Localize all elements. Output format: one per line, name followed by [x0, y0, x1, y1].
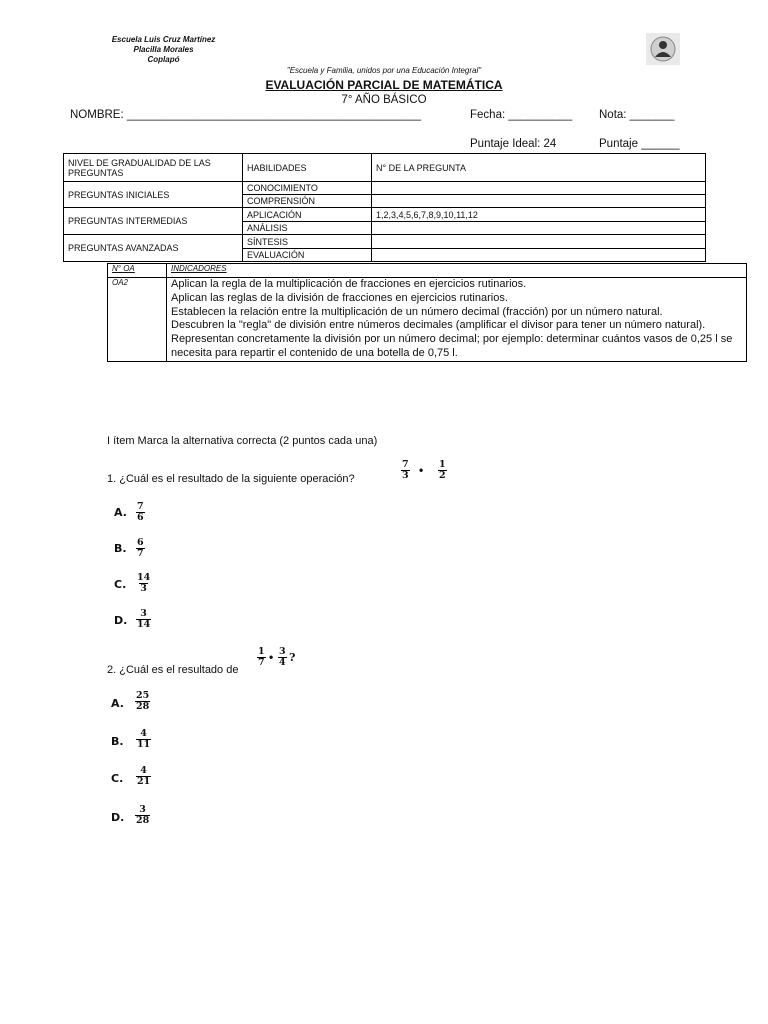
option-fraction — [135, 805, 150, 826]
fraction-numerator: 1 — [439, 459, 446, 470]
fraction-numerator: 3 — [279, 646, 286, 657]
page-subtitle: 7° AÑO BÁSICO — [341, 94, 427, 106]
school-city: Coplapó — [147, 55, 180, 64]
table-header-cell: N° DE LA PREGUNTA — [372, 154, 706, 182]
fraction-numerator: 25 — [136, 690, 150, 701]
fraction-numerator: 7 — [402, 459, 409, 470]
fraction-denominator: 7 — [258, 657, 265, 668]
fraction-numerator: 4 — [140, 765, 147, 776]
option-fraction — [136, 538, 145, 559]
school-motto: "Escuela y Familia, unidos por una Educación Integral" — [286, 66, 482, 75]
fraction-denominator: 2 — [439, 470, 446, 481]
question-numbers-cell — [372, 235, 706, 249]
option-fraction — [136, 502, 145, 523]
fraction-numerator: 4 — [140, 728, 147, 739]
fraction-denominator: 21 — [137, 776, 151, 787]
indicator-item: Aplican la regla de la multiplicación de fracciones en ejercicios rutinarios. — [171, 278, 527, 290]
option-letter: A. — [114, 506, 127, 519]
score-field[interactable]: Puntaje ______ — [599, 138, 680, 150]
fraction-denominator: 6 — [137, 512, 144, 523]
fraction-numerator: 14 — [137, 572, 151, 583]
question-1-fraction-b — [438, 460, 447, 481]
option-fraction — [136, 573, 151, 594]
option-letter: D. — [111, 811, 125, 824]
indicators-cell — [167, 278, 747, 362]
oa-cell: OA2 — [108, 278, 167, 362]
question-numbers-cell — [372, 195, 706, 208]
table-header-cell: INDICADORES — [167, 264, 747, 278]
table-row — [64, 235, 706, 249]
fraction-denominator: 4 — [279, 657, 286, 668]
question-2-text: 2. ¿Cuál es el resultado de — [107, 664, 239, 676]
table-header-cell: NIVEL DE GRADUALIDAD DE LAS PREGUNTAS — [64, 154, 243, 182]
skill-cell: CONOCIMIENTO — [243, 182, 372, 195]
option-letter: D. — [114, 614, 128, 627]
level-cell: PREGUNTAS INICIALES — [64, 182, 243, 208]
multiply-dot: • — [419, 463, 424, 477]
fraction-denominator: 28 — [136, 815, 150, 826]
date-field[interactable]: Fecha: __________ — [470, 109, 573, 121]
option-letter: C. — [111, 772, 124, 785]
skill-cell: ANÁLISIS — [243, 222, 372, 235]
indicator-item: Aplican las reglas de la división de fracciones en ejercicios rutinarios. — [171, 291, 508, 304]
table-header-cell: N° OA — [108, 264, 167, 278]
fraction-denominator: 3 — [140, 583, 147, 594]
fraction-numerator: 1 — [258, 646, 265, 657]
option-letter: B. — [114, 542, 127, 555]
skill-cell: APLICACIÓN — [243, 208, 372, 222]
option-letter: C. — [114, 578, 127, 591]
question-mark: ? — [289, 651, 296, 664]
indicator-item: Descubren la "regla" de división entre números decimales (amplificar el divisor para tener un número natural). — [171, 319, 706, 332]
school-logo-icon — [646, 33, 680, 65]
skill-cell: SÍNTESIS — [243, 235, 372, 249]
option-fraction — [136, 729, 151, 750]
levels-table — [63, 153, 706, 262]
table-header-row — [108, 264, 747, 278]
option-fraction — [136, 609, 151, 630]
grade-field[interactable]: Nota: _______ — [599, 109, 675, 121]
question-2-fraction-a — [257, 647, 266, 668]
question-numbers-cell — [372, 249, 706, 262]
fraction-denominator: 3 — [402, 470, 409, 481]
question-numbers-cell: 1,2,3,4,5,6,7,8,9,10,11,12 — [372, 208, 706, 222]
indicator-item: Representan concretamente la división por un número decimal; por ejemplo: determinar cuántos vasos de 0,25 l se necesita para repartir el contenido de una botella de 0,75 l. — [171, 333, 733, 359]
table-row — [64, 182, 706, 195]
skill-cell: EVALUACIÓN — [243, 249, 372, 262]
option-fraction — [135, 691, 150, 712]
option-fraction — [136, 766, 151, 787]
skill-cell: COMPRENSIÓN — [243, 195, 372, 208]
table-header-row — [64, 154, 706, 182]
fraction-numerator: 7 — [137, 501, 144, 512]
question-numbers-cell — [372, 222, 706, 235]
question-2-fraction-b — [278, 647, 287, 668]
section-title: I ítem Marca la alternativa correcta (2 puntos cada una) — [107, 435, 378, 447]
table-header-cell: HABILIDADES — [243, 154, 372, 182]
question-1-fraction-a — [401, 460, 410, 481]
fraction-denominator: 11 — [137, 739, 151, 750]
fraction-numerator: 3 — [139, 804, 146, 815]
option-letter: A. — [111, 697, 124, 710]
indicator-item: Establecen la relación entre la multiplicación de un número decimal (fracción) por un número natural. — [171, 305, 663, 318]
name-field[interactable]: NOMBRE: ______________________________________________ — [70, 109, 422, 121]
multiply-dot: • — [269, 650, 274, 664]
school-block — [106, 35, 221, 65]
question-numbers-cell — [372, 182, 706, 195]
question-1-text: 1. ¿Cuál es el resultado de la siguiente operación? — [107, 473, 355, 485]
level-cell: PREGUNTAS INTERMEDIAS — [64, 208, 243, 235]
table-row — [64, 208, 706, 222]
indicators-table — [107, 263, 747, 362]
school-name: Escuela Luis Cruz Martínez — [111, 35, 216, 44]
ideal-score: Puntaje Ideal: 24 — [470, 138, 557, 150]
level-cell: PREGUNTAS AVANZADAS — [64, 235, 243, 262]
fraction-denominator: 7 — [137, 548, 144, 559]
fraction-numerator: 6 — [137, 537, 144, 548]
table-row — [108, 278, 747, 362]
school-location: Placilla Morales — [133, 45, 194, 54]
fraction-numerator: 3 — [140, 608, 147, 619]
option-letter: B. — [111, 735, 124, 748]
page-title: EVALUACIÓN PARCIAL DE MATEMÁTICA — [265, 78, 503, 92]
fraction-denominator: 28 — [136, 701, 150, 712]
fraction-denominator: 14 — [137, 619, 151, 630]
